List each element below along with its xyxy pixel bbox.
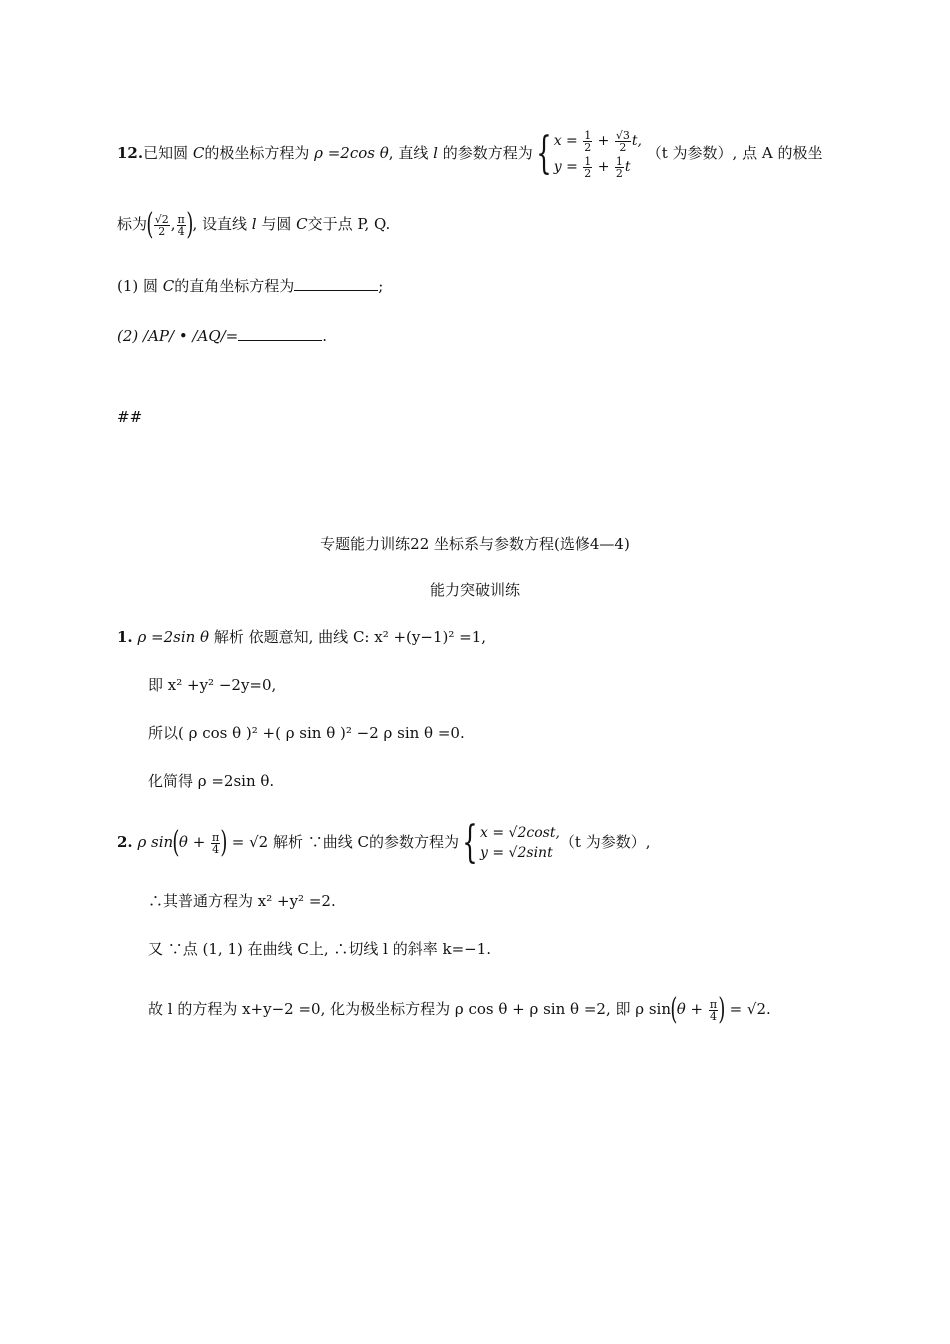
parametric-system-2: x = √2cost, y = √2sint bbox=[480, 825, 560, 861]
answer-1-line1: 1. ρ =2sin θ 解析 依题意知, 曲线 C: x² +(y−1)² =1, bbox=[117, 628, 487, 646]
page-subtitle: 能力突破训练 bbox=[429, 581, 520, 599]
answer-2-line1: 2. ρ sin(θ + $\frac{\pi}{4}$ ) = √2 解析 ∵曲线 C的参数方程为{ x = √2cost, y = √2sint（t 为参数）, bbox=[117, 817, 651, 868]
answer-1-line4: 化简得 ρ =2sin θ. bbox=[148, 772, 275, 790]
answer-2-line4: 故 l 的方程为 x+y−2 =0, 化为极坐标方程为 ρ cos θ + ρ sin θ =2, 即 ρ sin(θ + $\frac{\pi}{4}$ ) = √2. bbox=[148, 992, 771, 1027]
section-marker: ## bbox=[117, 408, 143, 426]
answer-blank-1[interactable] bbox=[294, 274, 378, 291]
system-brace: { bbox=[536, 128, 552, 179]
answer-1-line3: 所以( ρ cos θ )² +( ρ sin θ )² −2 ρ sin θ =0. bbox=[148, 724, 465, 742]
page-title: 专题能力训练22 坐标系与参数方程(选修4—4) bbox=[320, 535, 630, 553]
answer-2-line2: ∴其普通方程为 x² +y² =2. bbox=[148, 892, 336, 910]
answer-2-line3: 又 ∵点 (1, 1) 在曲线 C上, ∴切线 l 的斜率 k=−1. bbox=[148, 940, 492, 958]
q12-line2: 标为( $\frac{√2}{2}$ , $\frac{\pi}{4}$ ), 设直线 l 与圆 C交于点 P, Q. bbox=[117, 207, 391, 242]
answer-1-line2: 即 x² +y² −2y=0, bbox=[148, 676, 277, 694]
q12-part2: (2) /AP/ • /AQ/= . bbox=[117, 324, 327, 347]
system-brace-2: { bbox=[462, 817, 478, 868]
answer-blank-2[interactable] bbox=[238, 324, 322, 341]
point-a-r: $\frac{√2}{2}$ bbox=[154, 212, 169, 238]
q12-number: 12. bbox=[117, 144, 144, 162]
parametric-system: x = $\frac{1}{2}$ + $\frac{√3}{2}$ t, y = $\frac{1}{2}$ + $\frac{1}{2}$ t bbox=[553, 128, 642, 180]
point-a-theta: $\frac{\pi}{4}$ bbox=[177, 212, 185, 238]
q12-part1: (1) 圆 C的直角坐标方程为 ; bbox=[117, 274, 383, 297]
q12-polar-equation: ρ =2cos θ bbox=[314, 144, 389, 162]
q12-line1: 12.已知圆 C的极坐标方程为 ρ =2cos θ, 直线 l 的参数方程为{ x = $\frac{1}{2}$ + $\frac{√3}{2}$ t, y = $\frac{1}{2}$ + $\frac{1}{2}$ t （t 为参数）, 点 A 的极坐 bbox=[117, 128, 823, 180]
